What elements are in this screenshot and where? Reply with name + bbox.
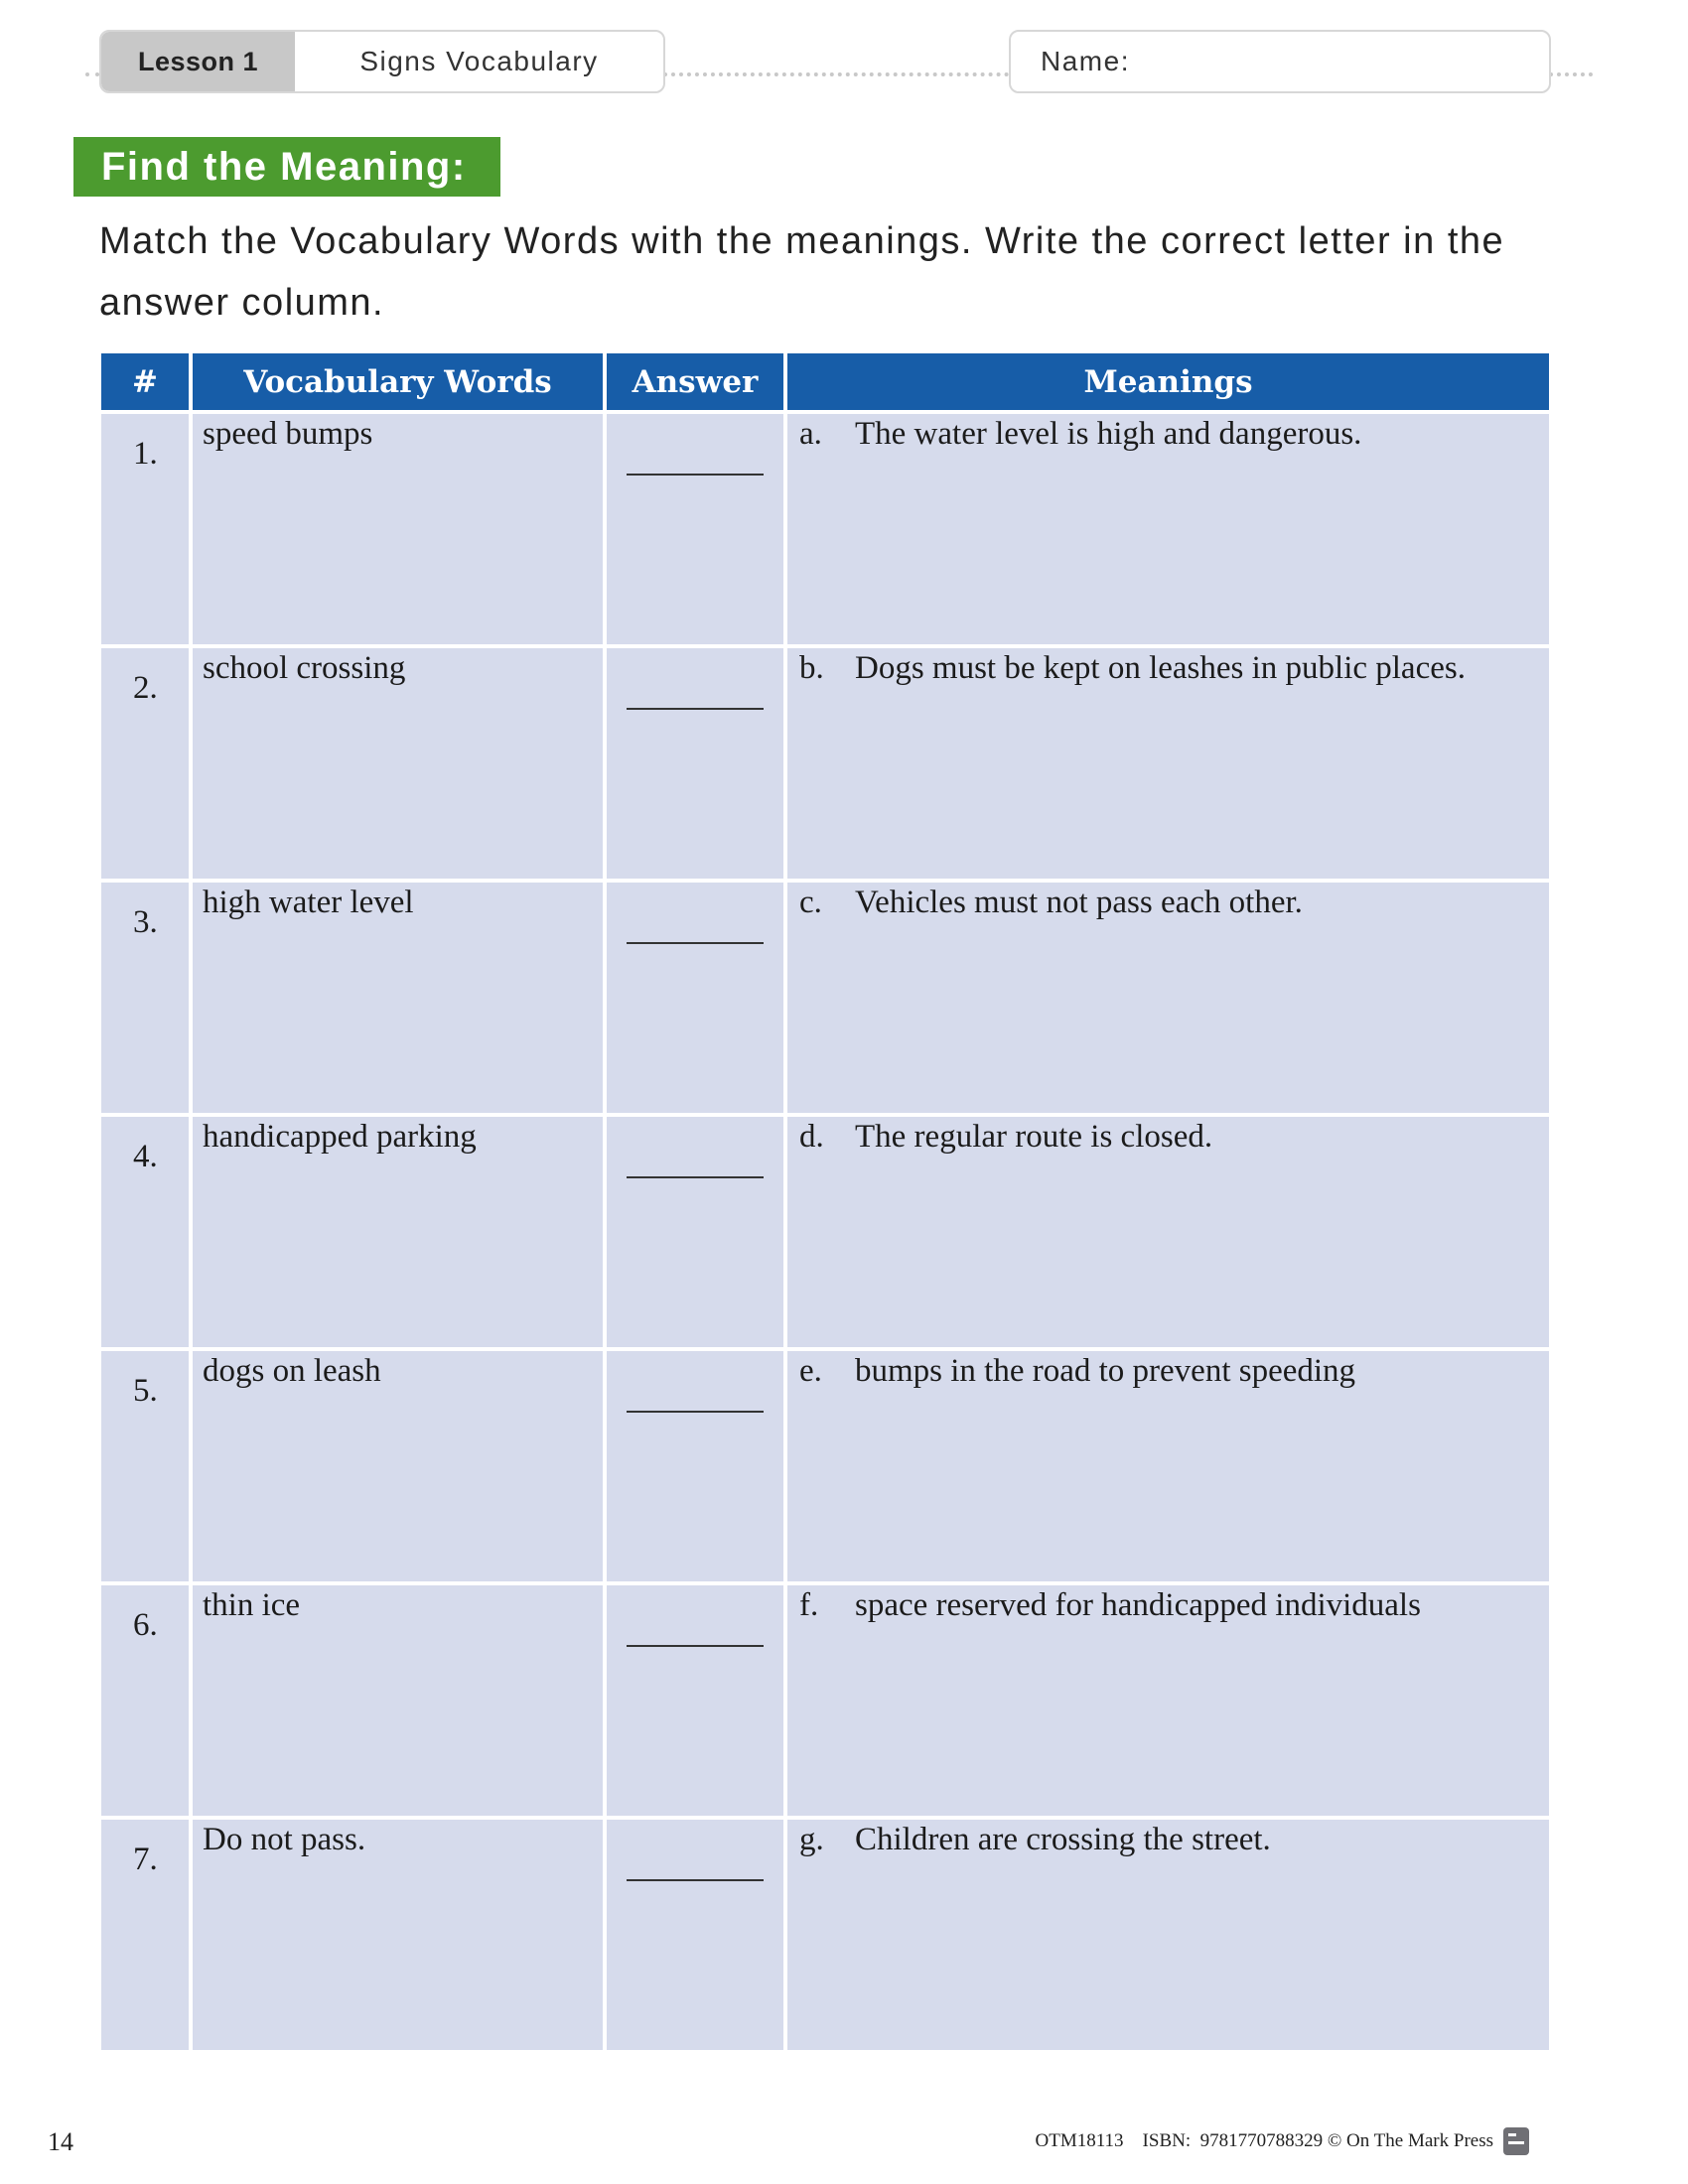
row-number: 7.: [133, 1842, 158, 1877]
section-title: Find the Meaning:: [101, 144, 467, 189]
answer-blank[interactable]: [607, 883, 787, 1113]
meaning-letter: g.: [799, 1822, 824, 1857]
answer-line: [627, 474, 764, 476]
table-row: [101, 1581, 1549, 1816]
vocabulary-word: thin ice: [203, 1587, 301, 1623]
vocabulary-word: speed bumps: [203, 416, 373, 452]
header-number: #: [101, 353, 193, 410]
table-row: [101, 879, 1549, 1113]
instructions: Match the Vocabulary Words with the meanings. Write the correct letter in the answer column.: [99, 220, 1505, 324]
answer-line: [627, 1411, 764, 1413]
meaning-text: Vehicles must not pass each other.: [855, 885, 1303, 920]
answer-blank[interactable]: [607, 1117, 787, 1347]
table-row: [101, 644, 1549, 879]
row-number: 2.: [133, 670, 158, 706]
credit-text: OTM18113 ISBN: 9781770788329 © On The Mark Press: [1035, 2130, 1493, 2151]
answer-blank[interactable]: [607, 1820, 787, 2050]
vocabulary-word: high water level: [203, 885, 414, 920]
table-row: [101, 1816, 1549, 2050]
dotted-rule-middle: [663, 72, 1009, 76]
lesson-title: Signs Vocabulary: [359, 46, 599, 76]
header-meanings: Meanings: [787, 353, 1549, 410]
table-row: [101, 1113, 1549, 1347]
row-number: 4.: [133, 1139, 158, 1174]
meaning-text: Children are crossing the street.: [855, 1822, 1271, 1857]
dotted-rule-left: [85, 72, 99, 76]
page-number: 14: [48, 2127, 73, 2156]
meaning-letter: e.: [799, 1353, 822, 1389]
answer-blank[interactable]: [607, 648, 787, 879]
table-row: [101, 1347, 1549, 1581]
row-number: 5.: [133, 1373, 158, 1409]
meaning-letter: b.: [799, 650, 824, 686]
vocabulary-word: school crossing: [203, 650, 406, 686]
row-number: 3.: [133, 904, 158, 940]
meaning-text: bumps in the road to prevent speeding: [855, 1353, 1356, 1389]
answer-line: [627, 708, 764, 710]
meaning-letter: a.: [799, 416, 822, 452]
answer-blank[interactable]: [607, 1585, 787, 1816]
row-number: 1.: [133, 436, 158, 472]
publisher-logo-icon: [1503, 2127, 1529, 2155]
lesson-label: Lesson 1: [101, 32, 295, 91]
vocabulary-word: Do not pass.: [203, 1822, 366, 1857]
answer-blank[interactable]: [607, 1351, 787, 1581]
table-row: [101, 410, 1549, 644]
vocabulary-word: handicapped parking: [203, 1119, 477, 1155]
meaning-text: Dogs must be kept on leashes in public places.: [855, 650, 1466, 686]
meaning-text: The water level is high and dangerous.: [855, 416, 1362, 452]
meaning-letter: f.: [799, 1587, 819, 1623]
meaning-text: space reserved for handicapped individuals: [855, 1587, 1421, 1623]
lesson-tab: [99, 30, 665, 93]
name-field[interactable]: [1009, 30, 1551, 93]
meaning-letter: c.: [799, 885, 822, 920]
vocabulary-word: dogs on leash: [203, 1353, 381, 1389]
header-answer: Answer: [607, 353, 787, 410]
name-label: Name:: [1041, 46, 1130, 76]
header-vocabulary-words: Vocabulary Words: [193, 353, 607, 410]
answer-line: [627, 1879, 764, 1881]
answer-line: [627, 1645, 764, 1647]
footer-credit: [1036, 2127, 1529, 2155]
meaning-letter: d.: [799, 1119, 824, 1155]
table-header-row: [101, 353, 1549, 410]
meaning-text: The regular route is closed.: [855, 1119, 1213, 1155]
answer-line: [627, 1176, 764, 1178]
answer-blank[interactable]: [607, 414, 787, 644]
dotted-rule-right: [1549, 72, 1593, 76]
row-number: 6.: [133, 1607, 158, 1643]
answer-line: [627, 942, 764, 944]
section-banner: [73, 137, 500, 197]
vocabulary-table: [101, 353, 1549, 2050]
